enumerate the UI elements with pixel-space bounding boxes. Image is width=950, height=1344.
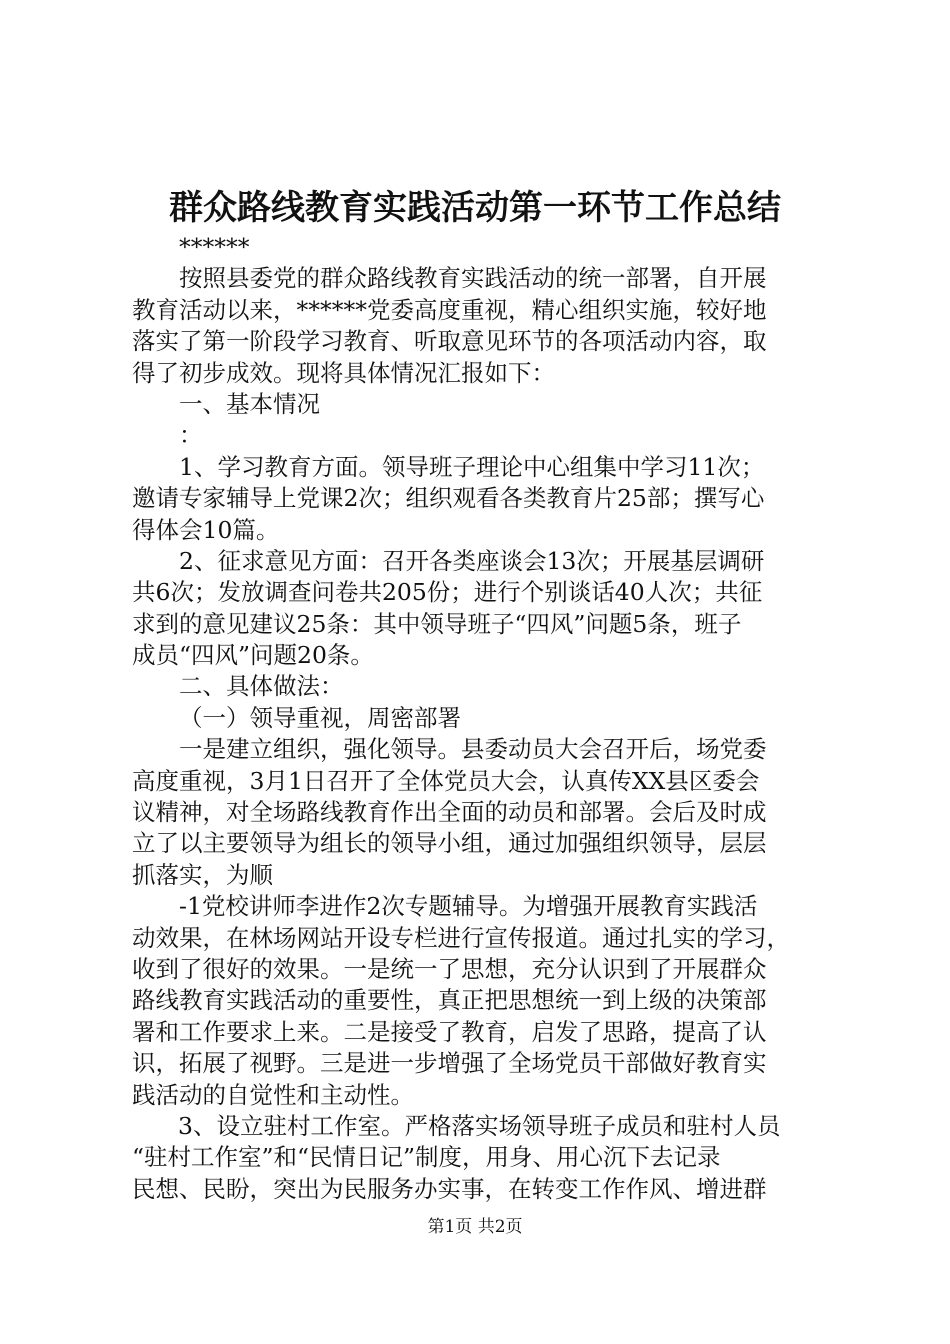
paragraph-line: 落实了第一阶段学习教育、听取意见环节的各项活动内容，取	[132, 327, 767, 356]
paragraph-line: 践活动的自觉性和主动性。	[132, 1080, 414, 1109]
paragraph-line: 2、征求意见方面：召开各类座谈会13次；开展基层调研	[179, 546, 765, 575]
paragraph-line: 共6次；发放调查问卷共205份；进行个别谈话40人次；共征	[132, 578, 763, 607]
author-line: ******	[179, 233, 250, 261]
paragraph-line: 得了初步成效。现将具体情况汇报如下：	[132, 358, 555, 387]
document-title: 群众路线教育实践活动第一环节工作总结	[169, 188, 781, 228]
paragraph-line: 3、设立驻村工作室。严格落实场领导班子成员和驻村人员	[178, 1111, 781, 1140]
paragraph-line: -1党校讲师李进作2次专题辅导。为增强开展教育实践活	[179, 892, 758, 921]
paragraph-line: 收到了很好的效果。一是统一了思想，充分认识到了开展群众	[132, 954, 767, 983]
paragraph-line: 邀请专家辅导上党课2次；组织观看各类教育片25部；撰写心	[132, 484, 765, 513]
paragraph-line: ：	[179, 421, 203, 450]
paragraph-line: 民想、民盼，突出为民服务办实事，在转变工作作风、增进群	[132, 1174, 767, 1203]
paragraph-line: 高度重视，3月1日召开了全体党员大会，认真传XX县区委会	[132, 766, 760, 795]
page-footer: 第1页 共2页	[427, 1217, 523, 1237]
paragraph-line: 教育活动以来，******党委高度重视，精心组织实施，较好地	[132, 295, 767, 324]
document-body	[132, 232, 832, 1205]
paragraph-line: 抓落实，为顺	[132, 860, 273, 889]
paragraph-line: 按照县委党的群众路线教育实践活动的统一部署，自开展	[179, 264, 767, 293]
paragraph-line: 动效果，在林场网站开设专栏进行宣传报道。通过扎实的学习，	[132, 923, 790, 952]
paragraph-line: 得体会10篇。	[132, 515, 280, 544]
paragraph-line: 1、学习教育方面。领导班子理论中心组集中学习11次；	[179, 452, 765, 481]
section-heading: 二、具体做法：	[179, 672, 344, 701]
subsection-heading: （一）领导重视，周密部署	[179, 703, 461, 732]
paragraph-line: “驻村工作室”和“民情日记”制度，用身、用心沉下去记录	[132, 1143, 721, 1172]
paragraph-line: 立了以主要领导为组长的领导小组，通过加强组织领导，层层	[132, 829, 767, 858]
section-heading: 一、基本情况	[179, 389, 320, 418]
paragraph-line: 一是建立组织，强化领导。县委动员大会召开后，场党委	[179, 735, 767, 764]
paragraph-line: 议精神，对全场路线教育作出全面的动员和部署。会后及时成	[132, 798, 767, 827]
paragraph-line: 成员“四风”问题20条。	[132, 641, 374, 670]
paragraph-line: 识，拓展了视野。三是进一步增强了全场党员干部做好教育实	[132, 1049, 767, 1078]
paragraph-line: 署和工作要求上来。二是接受了教育，启发了思路，提高了认	[132, 1017, 767, 1046]
paragraph-line: 求到的意见建议25条：其中领导班子“四风”问题5条，班子	[132, 609, 742, 638]
paragraph-line: 路线教育实践活动的重要性，真正把思想统一到上级的决策部	[132, 986, 767, 1015]
